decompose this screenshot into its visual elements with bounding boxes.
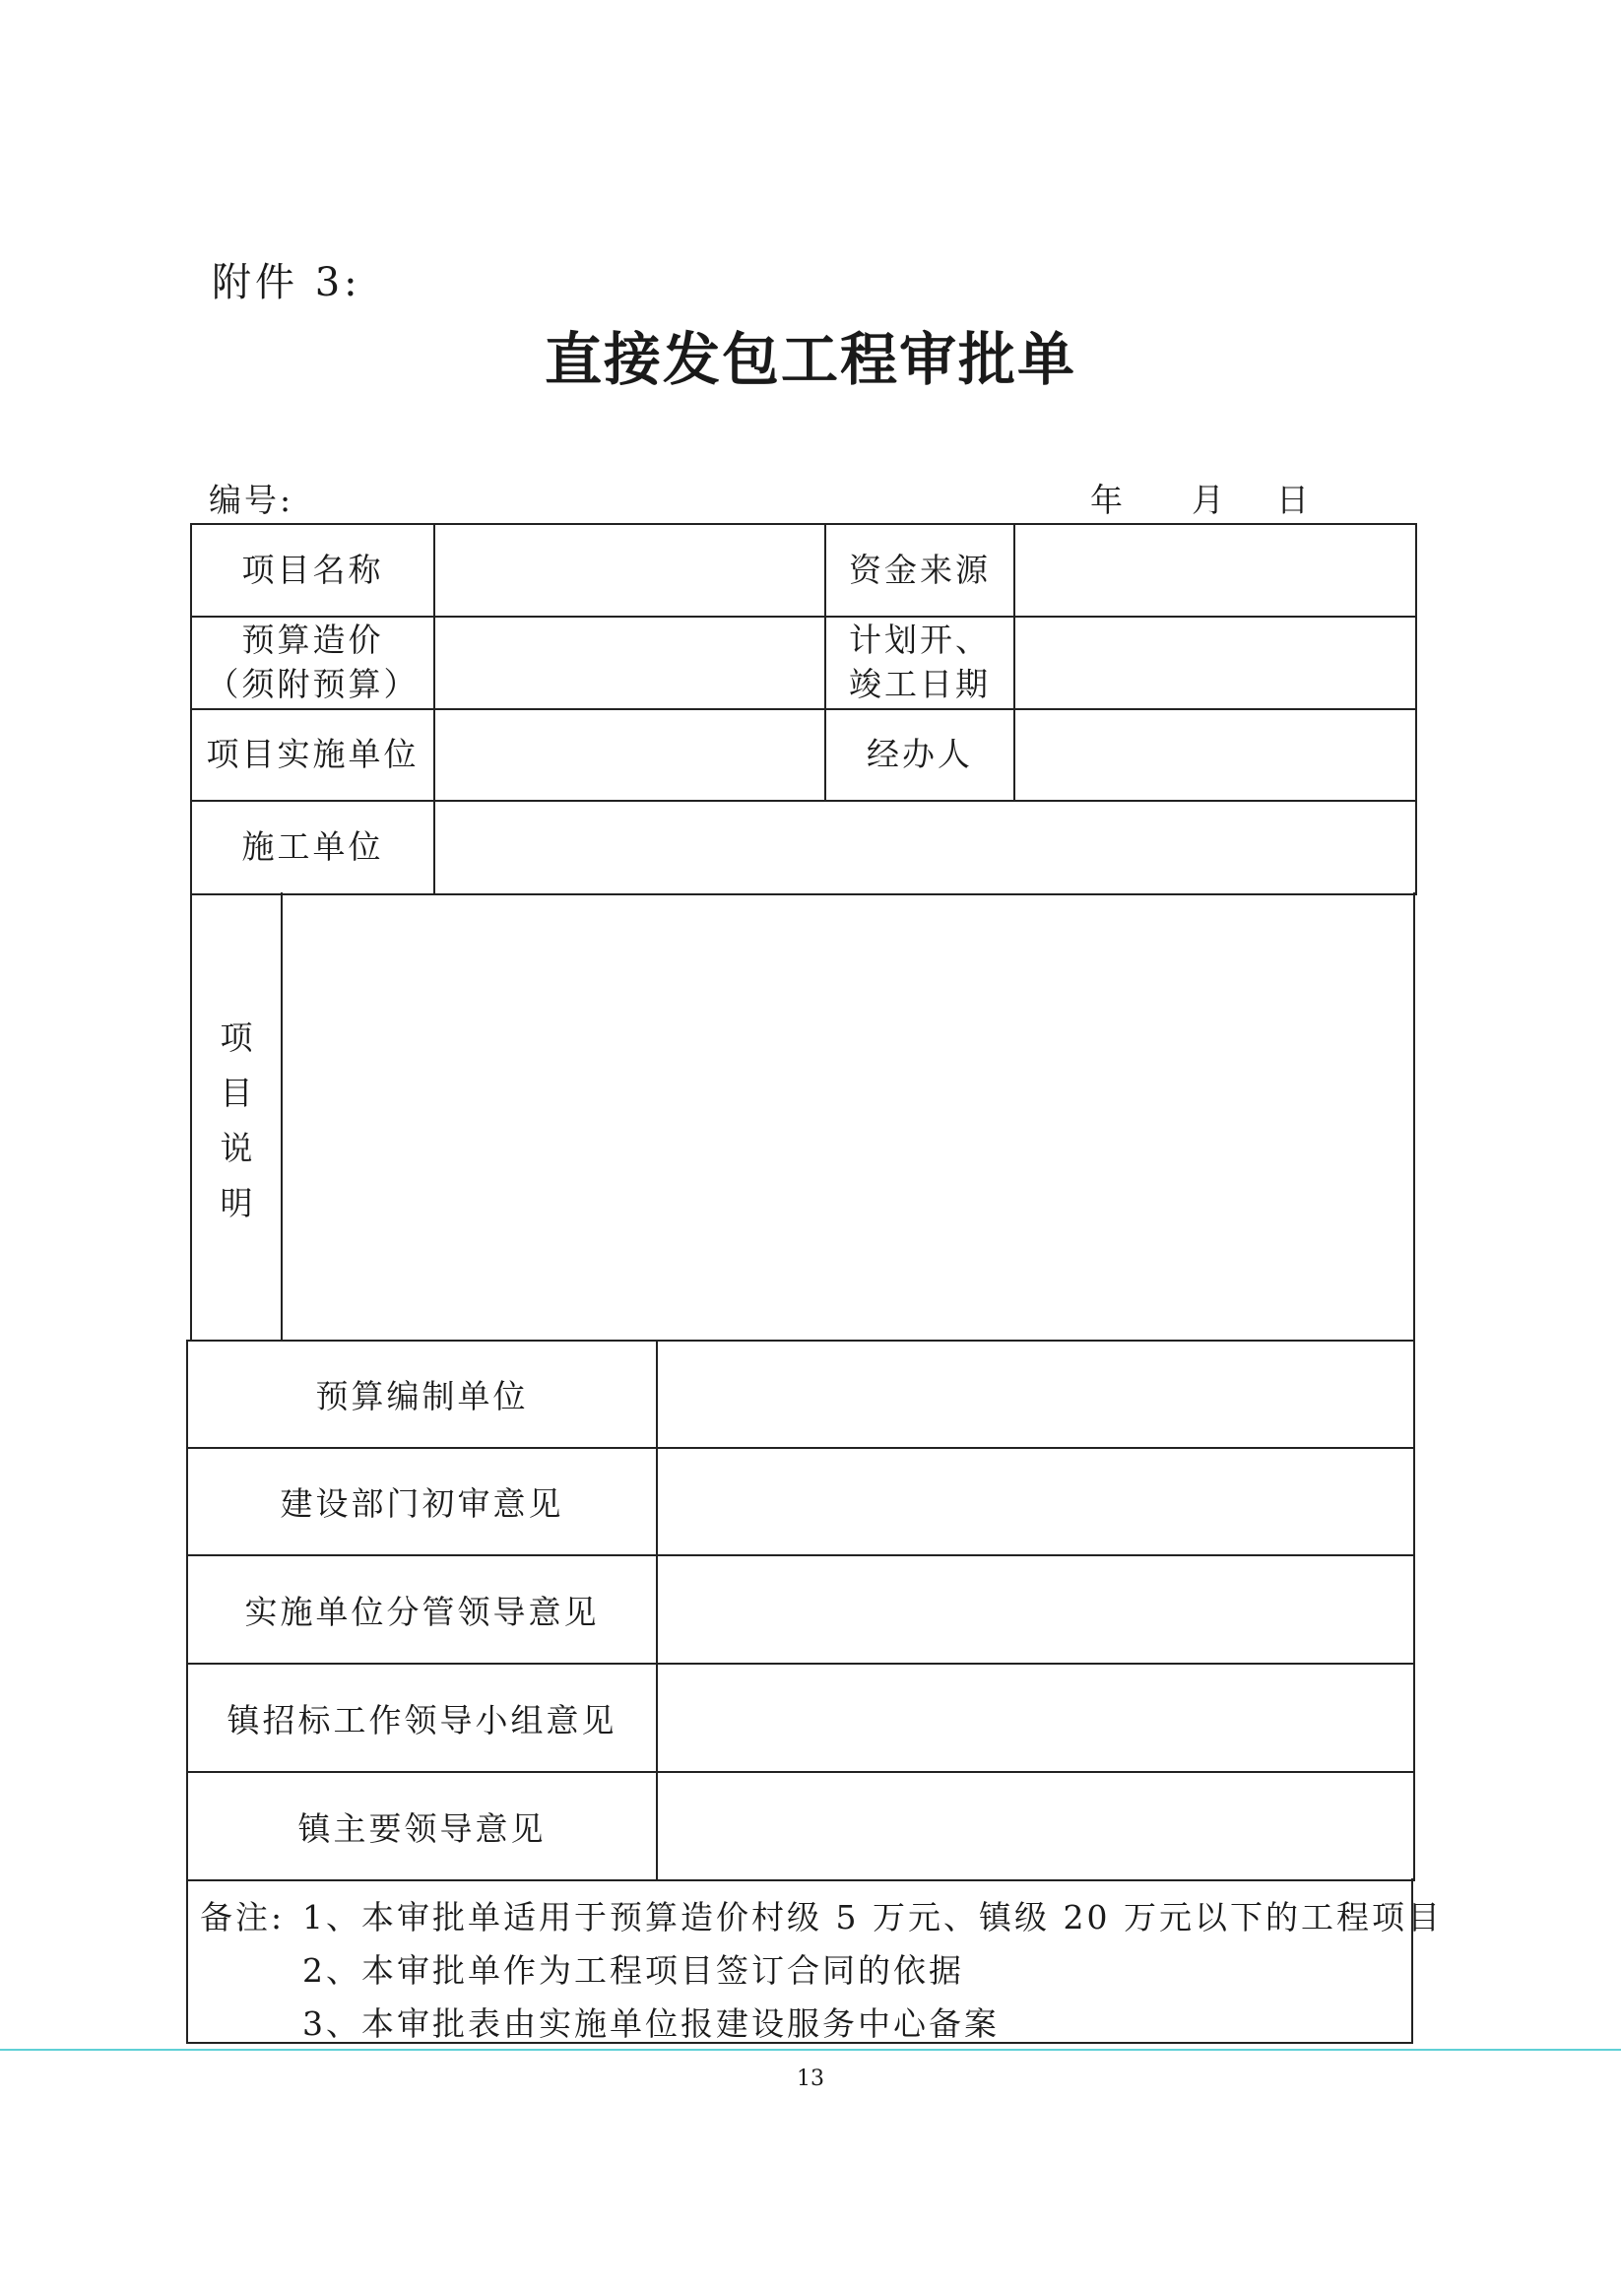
handler-label: 经办人 [825, 709, 1014, 801]
note-item: 2、本审批单作为工程项目签订合同的依据 [302, 1951, 964, 1990]
approval-label: 建设部门初审意见 [187, 1448, 657, 1555]
approval-label: 实施单位分管领导意见 [187, 1555, 657, 1664]
implementing-unit-label: 项目实施单位 [191, 709, 434, 801]
budget-cost-label [191, 617, 434, 709]
number-label: 编号: [209, 481, 294, 519]
project-description-divider [281, 892, 283, 1340]
date-month-label: 月 [1192, 481, 1224, 519]
approval-field-construction-dept[interactable] [657, 1448, 1414, 1555]
approval-label: 镇主要领导意见 [187, 1772, 657, 1880]
budget-cost-field[interactable] [434, 617, 825, 709]
fund-source-label: 资金来源 [825, 524, 1014, 617]
approval-field-town-leader[interactable] [657, 1772, 1414, 1880]
project-description-char: 说 [220, 1129, 253, 1167]
planned-dates-label-line1: 计划开、 [849, 621, 991, 660]
handler-field[interactable] [1014, 709, 1416, 801]
implementing-unit-field[interactable] [434, 709, 825, 801]
construction-unit-label: 施工单位 [191, 801, 434, 894]
date-day-label: 日 [1276, 481, 1309, 519]
notes-section [186, 1878, 1443, 2044]
approval-field-unit-leader[interactable] [657, 1555, 1414, 1664]
project-description-char: 明 [220, 1184, 253, 1222]
page-number: 13 [797, 2066, 824, 2091]
project-description-label [192, 1011, 281, 1231]
approval-field-budget-unit[interactable] [657, 1341, 1414, 1448]
note-item: 1、本审批单适用于预算造价村级 5 万元、镇级 20 万元以下的工程项目 [302, 1898, 1443, 1936]
approval-table [186, 1340, 1415, 1881]
form-title-text: 直接发包工程审批单 [544, 326, 1076, 393]
date-year-label: 年 [1090, 481, 1123, 519]
approval-label: 预算编制单位 [187, 1341, 657, 1448]
note-item: 3、本审批表由实施单位报建设服务中心备案 [302, 2004, 1000, 2043]
planned-dates-label-line2: 竣工日期 [849, 665, 991, 703]
project-name-label: 项目名称 [191, 524, 434, 617]
project-name-field[interactable] [434, 524, 825, 617]
planned-dates-field[interactable] [1014, 617, 1416, 709]
budget-cost-label-line1: 预算造价 [241, 621, 384, 660]
form-title [0, 313, 1621, 396]
approval-label: 镇招标工作领导小组意见 [187, 1664, 657, 1772]
planned-dates-label [825, 617, 1014, 709]
approval-field-bidding-group[interactable] [657, 1664, 1414, 1772]
construction-unit-field[interactable] [434, 801, 1416, 894]
project-info-table [190, 523, 1417, 895]
project-description-section [190, 892, 1415, 1340]
notes-label: 备注: [200, 1898, 286, 1936]
budget-cost-label-line2: （须附预算） [206, 665, 420, 703]
attachment-label: 附件 3: [212, 260, 361, 305]
footer-rule [0, 2049, 1621, 2051]
fund-source-field[interactable] [1014, 524, 1416, 617]
project-description-char: 目 [220, 1074, 253, 1112]
project-description-char: 项 [220, 1018, 253, 1057]
